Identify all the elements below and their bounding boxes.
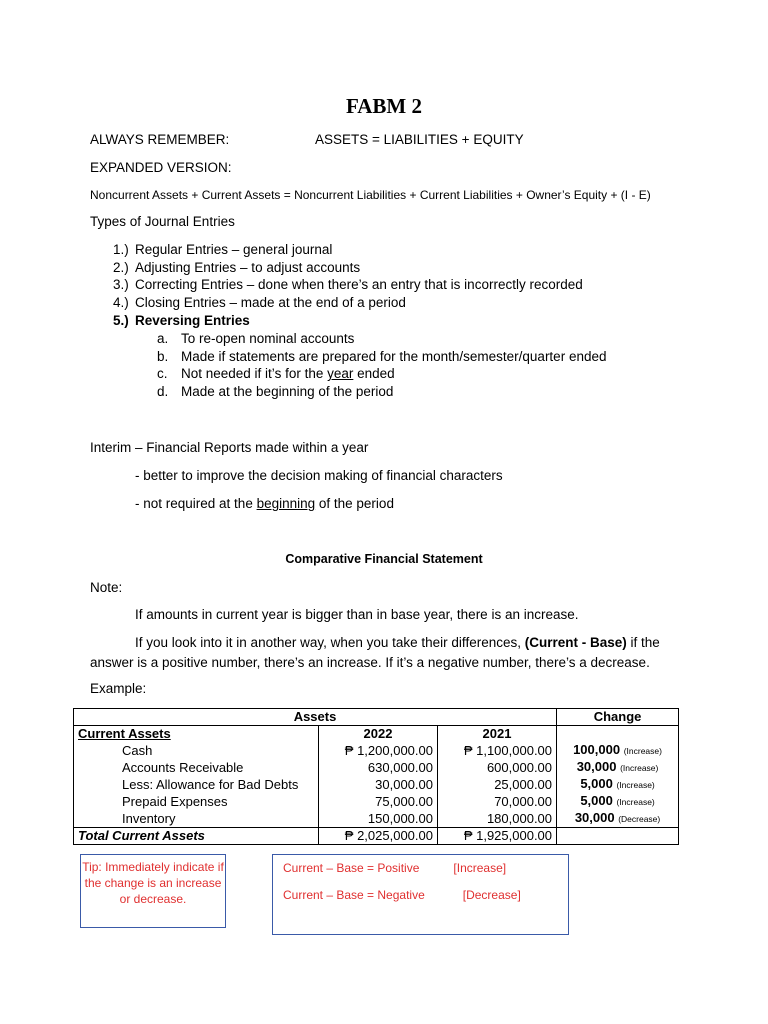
comparative-heading: Comparative Financial Statement [285, 552, 483, 566]
interim-point-text: of the period [315, 496, 394, 511]
accounting-equation: ASSETS = LIABILITIES + EQUITY [315, 132, 524, 147]
sub-item-letter: d. [157, 384, 169, 399]
journal-item-number: 3.) [113, 277, 129, 292]
account-name: Prepaid Expenses [74, 793, 319, 810]
positive-result: [Increase] [453, 861, 507, 875]
reversing-sub-b [157, 349, 606, 364]
journal-item-text: Adjusting Entries – to adjust accounts [135, 260, 361, 275]
interim-line: Interim – Financial Reports made within a year [90, 440, 369, 455]
table-row [74, 742, 679, 759]
interim-point-text: - not required at the [135, 496, 257, 511]
note-paragraph-1: If amounts in current year is bigger than in base year, there is an increase. [135, 607, 579, 622]
expanded-equation: Noncurrent Assets + Current Assets = Noncurrent Liabilities + Current Liabilities + Owner’s Equity + (I - E) [90, 188, 651, 202]
amount-base: 25,000.00 [438, 776, 557, 793]
change-tag: (Increase) [616, 780, 655, 790]
amount-base: ₱ 1,100,000.00 [438, 742, 557, 759]
header-assets: Assets [74, 709, 557, 726]
journal-item-number: 4.) [113, 295, 129, 310]
page-title: FABM 2 [345, 94, 422, 118]
example-label: Example: [90, 681, 147, 696]
account-name: Inventory [74, 810, 319, 828]
paragraph-text: If you look into it in another way, when you take their differences, [135, 635, 525, 650]
section-label: Current Assets [74, 726, 319, 743]
change-tag: (Increase) [620, 763, 659, 773]
amount-base: 70,000.00 [438, 793, 557, 810]
journal-item-number: 2.) [113, 260, 129, 275]
interim-point-1: - better to improve the decision making of financial characters [135, 468, 503, 483]
journal-item-number: 1.) [113, 242, 129, 257]
sub-item-letter: c. [157, 366, 168, 381]
reversing-sub-a [157, 331, 354, 346]
change-value: 5,000 [580, 776, 613, 791]
rule-box [272, 854, 569, 935]
amount-base: 600,000.00 [438, 759, 557, 776]
negative-rule [283, 888, 521, 902]
negative-formula: Current – Base = Negative [283, 888, 425, 902]
change-tag: (Increase) [623, 746, 662, 756]
change-cell [557, 759, 679, 776]
change-cell [557, 810, 679, 828]
sub-item-letter: a. [157, 331, 169, 346]
change-tag: (Increase) [616, 797, 655, 807]
change-cell [557, 742, 679, 759]
negative-result: [Decrease] [462, 888, 521, 902]
table-total-row [74, 828, 679, 845]
sub-item-text: ended [353, 366, 395, 381]
sub-item-letter: b. [157, 349, 169, 364]
table-row [74, 810, 679, 828]
amount-current: ₱ 1,200,000.00 [319, 742, 438, 759]
formula-bold: (Current - Base) [524, 635, 627, 650]
sub-item-text: Not needed if it’s for the [181, 366, 328, 381]
change-cell [557, 828, 679, 845]
sub-item-text: Made at the beginning of the period [181, 384, 394, 399]
tip-box [80, 854, 226, 928]
journal-item-text: Closing Entries – made at the end of a period [135, 295, 406, 310]
journal-item-4 [113, 295, 406, 310]
table-subheader-row [74, 726, 679, 743]
total-base: ₱ 1,925,000.00 [438, 828, 557, 845]
note-label: Note: [90, 580, 123, 595]
change-value: 5,000 [580, 793, 613, 808]
table-row [74, 776, 679, 793]
comparative-table [73, 708, 679, 845]
journal-item-1 [113, 242, 332, 257]
journal-item-text: Correcting Entries – done when there’s an entry that is incorrectly recorded [135, 277, 583, 292]
amount-current: 630,000.00 [319, 759, 438, 776]
table-row [74, 759, 679, 776]
journal-item-number: 5.) [113, 313, 129, 328]
amount-current: 150,000.00 [319, 810, 438, 828]
change-cell [557, 726, 679, 743]
change-value: 30,000 [576, 759, 617, 774]
expanded-version-label: EXPANDED VERSION: [90, 160, 232, 175]
account-name: Accounts Receivable [74, 759, 319, 776]
amount-base: 180,000.00 [438, 810, 557, 828]
change-cell [557, 793, 679, 810]
total-label: Total Current Assets [74, 828, 319, 845]
table-row [74, 793, 679, 810]
total-current: ₱ 2,025,000.00 [319, 828, 438, 845]
sub-item-text: Made if statements are prepared for the month/semester/quarter ended [181, 349, 607, 364]
reversing-sub-d [157, 384, 393, 399]
note-paragraph-2 [90, 633, 680, 673]
account-name: Less: Allowance for Bad Debts [74, 776, 319, 793]
journal-item-5 [113, 313, 250, 328]
header-change: Change [557, 709, 679, 726]
change-tag: (Decrease) [618, 814, 661, 824]
journal-item-2 [113, 260, 360, 275]
interim-point-2 [135, 496, 394, 511]
always-remember-label: ALWAYS REMEMBER: [90, 132, 230, 147]
underlined-word: beginning [256, 496, 316, 511]
positive-rule [283, 861, 506, 875]
table-header-row [74, 709, 679, 726]
amount-current: 30,000.00 [319, 776, 438, 793]
reversing-sub-c [157, 366, 395, 381]
change-value: 30,000 [574, 810, 615, 825]
journal-item-3 [113, 277, 583, 292]
positive-formula: Current – Base = Positive [283, 861, 420, 875]
tip-text: Tip: Immediately indicate if the change is an increase or decrease. [82, 860, 224, 906]
amount-current: 75,000.00 [319, 793, 438, 810]
journal-item-text: Regular Entries – general journal [135, 242, 333, 257]
year-current: 2022 [319, 726, 438, 743]
underlined-word: year [327, 366, 354, 381]
sub-item-text: To re-open nominal accounts [181, 331, 355, 346]
journal-item-text: Reversing Entries [135, 313, 250, 328]
change-cell [557, 776, 679, 793]
account-name: Cash [74, 742, 319, 759]
change-value: 100,000 [573, 742, 621, 757]
paragraph-text: if the answer is a positive number, there’s an increase. If it’s a negative number, there’s a decrease. [90, 635, 660, 670]
journal-heading: Types of Journal Entries [90, 214, 235, 229]
year-base: 2021 [438, 726, 557, 743]
